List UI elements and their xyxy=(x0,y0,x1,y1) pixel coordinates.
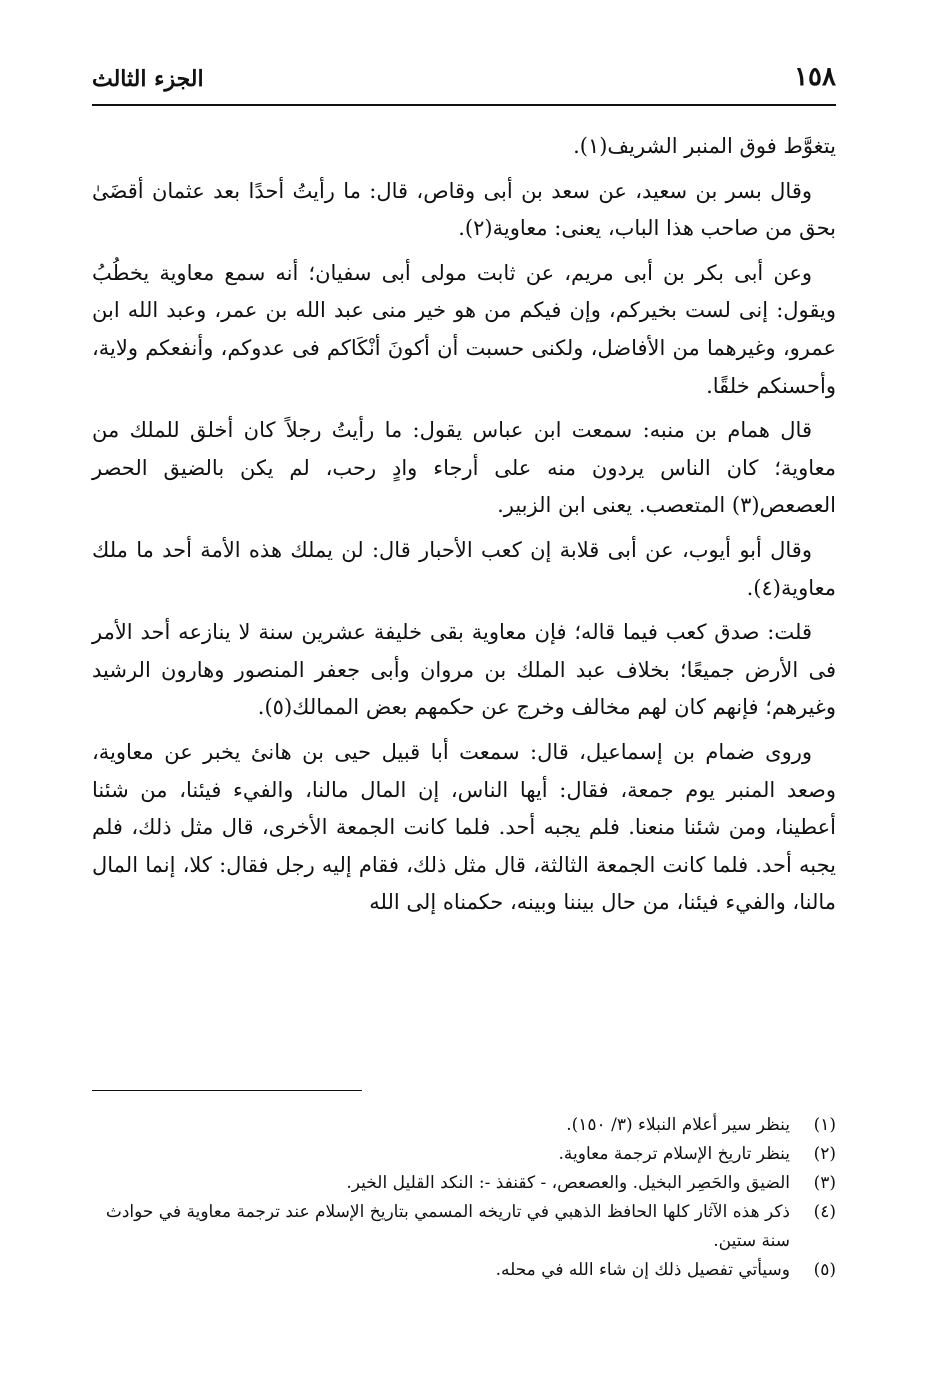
paragraph: وعن أبى بكر بن أبى مريم، عن ثابت مولى أبى سفيان؛ أنه سمع معاوية يخطُبُ ويقول: إنى لست بخيركم، وإن فيكم من هو خير منى عبد الله بن عمر، وعبد الله ابن عمرو، وغيرهما من الأفاضل، ولكنى حسبت أن أكونَ أنْكَاكم فى عدوكم، وأنفعكم ولاية، وأحسنكم خلقًا. xyxy=(92,260,836,398)
footnotes-section xyxy=(92,1090,836,1285)
paragraph: يتغوَّط فوق المنبر الشريف(١). xyxy=(573,134,836,158)
book-page xyxy=(92,60,836,1280)
footnote-item xyxy=(92,1198,836,1256)
paragraph: قلت: صدق كعب فيما قاله؛ فإن معاوية بقى خليفة عشرين سنة لا ينازعه أحد الأمر فى الأرض جميعًا؛ بخلاف عبد الملك بن مروان وأبى جعفر المنصور وهارون الرشيد وغيرهم؛ فإنهم كان لهم مخالف وخرج عن حكمهم بعض الممالك(٥). xyxy=(92,620,836,720)
footnote-number: (٣) xyxy=(813,1173,836,1193)
footnote-item xyxy=(92,1169,836,1198)
footnote-text: ينظر تاريخ الإسلام ترجمة معاوية. xyxy=(558,1144,790,1164)
paragraph: وقال أبو أيوب، عن أبى قلابة إن كعب الأحبار قال: لن يملك هذه الأمة أحد ما ملك معاوية(٤). xyxy=(92,537,836,600)
page-number: ١٥٨ xyxy=(794,62,836,92)
paragraph: وروى ضمام بن إسماعيل، قال: سمعت أبا قبيل حيى بن هانئ يخبر عن معاوية، وصعد المنبر يوم جمعة، فقال: أيها الناس، إن المال مالنا، والفيء فيئنا، من شئنا أعطينا، ومن شئنا منعنا. فلم يجبه أحد. فلما كانت الجمعة الأخرى، قال مثل ذلك، فلم يجبه أحد. فلما كانت الجمعة الثالثة، قال مثل ذلك، فقام إليه رجل فقال: كلا، إنما المال مالنا، والفيء فيئنا، من حال بيننا وبينه، حكمناه إلى الله xyxy=(92,739,836,915)
footnote-number: (٥) xyxy=(813,1260,836,1280)
running-title: الجزء الثالث xyxy=(92,66,204,92)
footnote-item xyxy=(92,1256,836,1285)
footnote-text: وسيأتي تفصيل ذلك إن شاء الله في محله. xyxy=(495,1260,790,1280)
footnote-text: ذكر هذه الآثار كلها الحافظ الذهبي في تاريخه المسمي بتاريخ الإسلام عند ترجمة معاوية في حوادث سنة ستين. xyxy=(105,1202,790,1251)
footnote-item xyxy=(92,1111,836,1140)
footnote-number: (٢) xyxy=(813,1144,836,1164)
paragraph: وقال بسر بن سعيد، عن سعد بن أبى وقاص، قال: ما رأيتُ أحدًا بعد عثمان أقضَىٰ بحق من صاحب هذا الباب، يعنى: معاوية(٢). xyxy=(92,178,836,241)
footnote-item xyxy=(92,1140,836,1169)
main-text xyxy=(92,128,836,922)
paragraph: قال همام بن منبه: سمعت ابن عباس يقول: ما رأيتُ رجلاً كان أخلق للملك من معاوية؛ كان الناس يردون منه على أرجاء وادٍ رحب، لم يكن بالضيق الحصر العصعص(٣) المتعصب. يعنى ابن الزبير. xyxy=(92,418,836,518)
footnote-divider xyxy=(92,1090,362,1091)
page-header xyxy=(92,60,836,106)
footnote-text: الضيق والحَصِر البخيل. والعصعص، - كقنفذ -: النكد القليل الخير. xyxy=(346,1173,790,1193)
footnote-text: ينظر سير أعلام النبلاء (٣/ ١٥٠). xyxy=(566,1115,790,1135)
footnote-number: (١) xyxy=(813,1115,836,1135)
footnote-number: (٤) xyxy=(813,1202,836,1222)
